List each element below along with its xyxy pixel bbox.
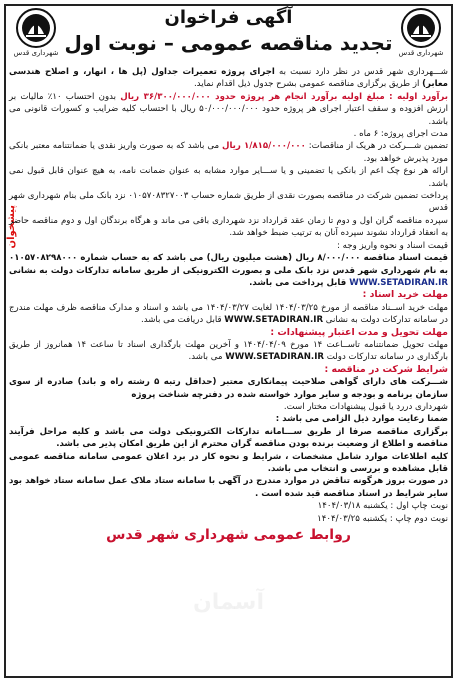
ad-title: آگهی فراخوان	[164, 7, 293, 28]
note-3: در صورت بروز هرگونه تناقض در موارد مندرج در آگهی با سامانه ستاد ملاک عمل سامانه ستاد خواهد بود سایر شرایط در اسناد مناقصه قید شده است .	[9, 476, 448, 499]
price-paragraph: قیمت اسناد مناقصه ۸/۰۰۰/۰۰۰ ریال (هشت میلیون ریال) می باشد که به حساب شماره ۰۱۰۵۷۰۸۲۹۸۰۰۰ به نام شهرداری شهر قدس نزد بانک ملی و بصورت الکترونیکی از طریق سامانه تدارکات دولت به نشانی WWW.SETADIRAN.IR قابل پرداخت می باشد.	[9, 253, 448, 288]
deposit-paragraph: پرداخت تضمین شرکت در مناقصه بصورت نقدی از طریق شماره حساب ۰۱۰۵۷۰۸۳۲۷۰۰۳ نزد بانک ملی بنام شهرداری شهر قدس	[9, 191, 448, 214]
emblem-caption: شهرداری قدس	[13, 49, 59, 57]
ad-subtitle: تجدید مناقصه عمومی – نوبت اول	[64, 31, 393, 55]
publication-date-1: نوبت چاپ اول : یکشنبه ۱۴۰۴/۰۳/۱۸	[317, 501, 448, 512]
publication-date-2: نوبت دوم چاپ : یکشنبه ۱۴۰۴/۰۳/۲۵	[317, 513, 448, 524]
purchase-paragraph: مهلت خرید اســناد مناقصه از مورخ ۱۴۰۴/۰۳/۲۵ لغایت ۱۴۰۴/۰۳/۲۷ می باشد و اسناد و مدارک مناقصه ظرف مهلت مندرج در سامانه تدارکات دولت به نشانی WWW.SETADIRAN.IR قابل دریافت می باشد.	[9, 302, 448, 326]
guarantee-paragraph: تضمین شـــرکت در هریک از مناقصات: ۱/۸۱۵/۰۰۰/۰۰۰ ریال می باشد که به صورت واریز نقدی یا ضمانتنامه معتبر بانکی مورد پذیرش خواهد بود.	[9, 141, 449, 164]
emblem-caption: شهرداری قدس	[398, 49, 444, 57]
purchase-heading: مهلت خرید اسناد :	[362, 289, 448, 301]
note-2: کلیه اطلاعات موارد شامل مشخصات ، شرایط و نحوه کار در برد اعلان عمومی سامانه مناقصه عمومی قابل مشاهده و بررسی و انتخاب می باشد.	[9, 451, 448, 474]
release-paragraph: سپرده مناقصه گران اول و دوم تا زمان عقد قرارداد نزد شهرداری باقی می ماند و هرگاه برندگان اول و دوم مناقصه حاضر به انعقاد قرارداد نشوند سپرده آنان به ترتیب ضبط خواهد شد.	[9, 215, 448, 239]
setad-link: WWW.SETADIRAN.IR	[224, 315, 324, 326]
estimate-paragraph: برآورد اولیه : مبلغ اولیه برآورد انجام هر پروژه حدود ۳۶/۳۰۰/۰۰۰/۰۰۰ ریال بدون احتساب ۱۰٪ مالیات بر ارزش افزوده و سقف اعتبار اجرای هر پروژه حدود ۵۰/۰۰۰/۰۰۰/۰۰۰ ریال با احتساب کلیه ضرایب و کسورات قانونی می باشد.	[9, 91, 449, 127]
emblem-icon	[399, 8, 443, 50]
municipality-emblem-right	[399, 8, 443, 64]
conditions-paragraph: شـــرکت های دارای گواهی صلاحیت پیمانکاری معتبر (حداقل رتبه ۵ رشته راه و باند) صادره از سوی سازمان برنامه و بودجه و سایر موارد خواسته شده در دفترچه شناخت پروژه	[9, 377, 449, 400]
guarantee-amount: ۱/۸۱۵/۰۰۰/۰۰۰ ریال	[221, 141, 306, 152]
conditions-heading: شرایط شرکت در مناقصه :	[324, 363, 448, 375]
estimate-amount: برآورد اولیه : مبلغ اولیه برآورد انجام هر پروژه حدود ۳۶/۳۰۰/۰۰۰/۰۰۰ ریال	[120, 91, 449, 102]
delivery-heading: مهلت تحویل و مدت اعتبار پیشنهادات :	[270, 326, 448, 338]
cheque-paragraph: ارائه هر نوع چک اعم از بانکی یا تضمینی و یا ســـایر موارد مشابه به عنوان ضمانت نامه، به هیچ عنوان قابل قبول نمی باشد.	[9, 166, 448, 189]
notes-heading: ضمنا رعایت موارد ذیل الزامی می باشد :	[275, 414, 448, 425]
intro-paragraph: شـــهرداری شهر قدس در نظر دارد نسبت به اجرای پروژه تعمیرات جداول (پل ها ، انهار، و اصلاح هندسی معابر) از طریق برگزاری مناقصه عمومی بشرح جدول ذیل اقدام نماید.	[9, 67, 448, 90]
duration-line: مدت اجرای پروژه: ۶ ماه .	[353, 129, 448, 140]
setad-link: WWW.SETADIRAN.IR	[349, 277, 448, 288]
signature: روابط عمومی شهرداری شهر قدس	[106, 527, 351, 544]
project-name: اجرای پروژه تعمیرات جداول (پل ها ، انهار، و اصلاح هندسی معابر)	[9, 67, 448, 90]
stamp: پیشخوان	[6, 205, 17, 249]
ad-body	[9, 66, 448, 545]
setad-link: WWW.SETADIRAN.IR	[225, 352, 325, 363]
note-1: برگزاری مناقصه صرفا از طریق ســـامانه تدارکات الکترونیکی دولت می باشد و کلیه مراحل فرآیند مناقصه و اطلاع از وضعیت برنده بودن مناقصه گران محترم از این طریق امکان پذیر می باشد.	[9, 426, 448, 450]
rights-line: شهرداری دررد یا قبول پیشنهادات مختار است.	[283, 401, 448, 412]
delivery-paragraph: مهلت تحویل ضمانتنامه تاســاعت ۱۴ مورخ ۱۴۰۴/۰۴/۰۹ و آخرین مهلت بارگذاری اسناد تا ساعت ۱۴ همانروز از طریق بارگذاری در سامانه تدارکات دولت WWW.SETADIRAN.IR می باشد.	[9, 339, 448, 363]
price-heading: قیمت اسناد و نحوه واریز وجه :	[337, 240, 448, 251]
emblem-icon	[14, 8, 58, 50]
watermark: آسمان	[193, 590, 264, 615]
municipality-emblem-left	[14, 8, 58, 64]
